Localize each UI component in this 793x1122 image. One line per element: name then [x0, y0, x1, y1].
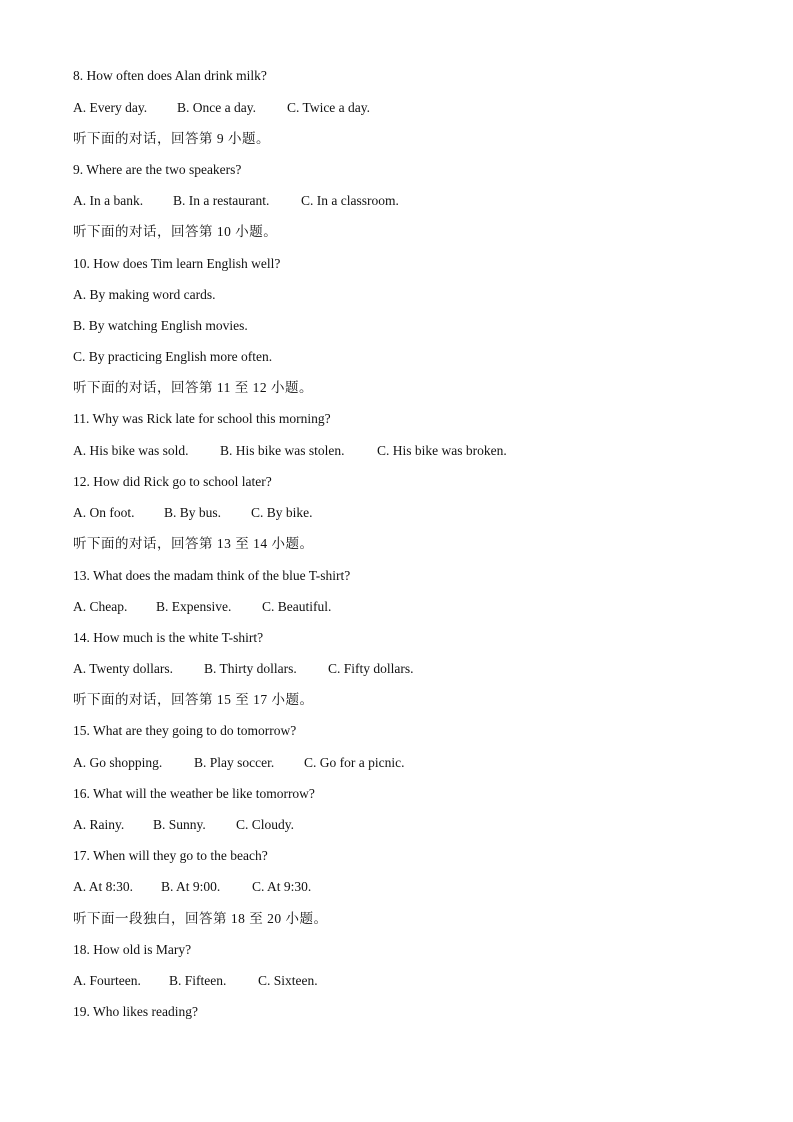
- option-c: C. In a classroom.: [301, 193, 399, 208]
- option-10-b: B. By watching English movies.: [73, 318, 248, 333]
- option-b: B. Once a day.: [177, 100, 256, 115]
- option-10-c: C. By practicing English more often.: [73, 349, 273, 364]
- options-16: [73, 816, 294, 834]
- option-a: A. Cheap.: [73, 599, 128, 614]
- question-18: 18. How old is Mary?: [73, 942, 192, 957]
- option-a: A. Every day.: [73, 100, 148, 115]
- instruction-18-20: 听下面一段独白，回答第 18 至 20 小题。: [73, 911, 328, 926]
- options-9: [73, 192, 399, 210]
- option-c: C. His bike was broken.: [377, 443, 507, 458]
- option-c: C. Sixteen.: [258, 973, 318, 988]
- options-11: [73, 442, 507, 460]
- option-10-a: A. By making word cards.: [73, 287, 216, 302]
- option-c: C. Beautiful.: [262, 599, 332, 614]
- options-17: [73, 878, 311, 896]
- question-13: 13. What does the madam think of the blue T-shirt?: [73, 568, 351, 583]
- option-c: C. Cloudy.: [236, 817, 295, 832]
- option-c: C. By bike.: [251, 505, 313, 520]
- option-b: B. By bus.: [164, 505, 222, 520]
- options-12: [73, 504, 313, 522]
- question-9: 9. Where are the two speakers?: [73, 162, 242, 177]
- option-c: C. At 9:30.: [252, 879, 312, 894]
- option-a: A. Rainy.: [73, 817, 125, 832]
- option-b: B. In a restaurant.: [173, 193, 270, 208]
- option-b: B. Sunny.: [153, 817, 206, 832]
- option-b: B. Play soccer.: [194, 755, 275, 770]
- option-a: A. On foot.: [73, 505, 135, 520]
- instruction-11-12: 听下面的对话，回答第 11 至 12 小题。: [73, 380, 313, 395]
- instruction-15-17: 听下面的对话，回答第 15 至 17 小题。: [73, 692, 314, 707]
- option-b: B. Expensive.: [156, 599, 232, 614]
- option-c: C. Fifty dollars.: [328, 661, 414, 676]
- options-13: [73, 598, 331, 616]
- option-b: B. Thirty dollars.: [204, 661, 297, 676]
- question-19: 19. Who likes reading?: [73, 1004, 198, 1019]
- option-a: A. Twenty dollars.: [73, 661, 174, 676]
- question-14: 14. How much is the white T-shirt?: [73, 630, 264, 645]
- option-a: A. Fourteen.: [73, 973, 141, 988]
- question-15: 15. What are they going to do tomorrow?: [73, 723, 297, 738]
- option-a: A. His bike was sold.: [73, 443, 189, 458]
- option-b: B. His bike was stolen.: [220, 443, 345, 458]
- question-8: 8. How often does Alan drink milk?: [73, 68, 267, 83]
- option-a: A. Go shopping.: [73, 755, 163, 770]
- option-c: C. Twice a day.: [287, 100, 371, 115]
- question-11: 11. Why was Rick late for school this morning?: [73, 411, 331, 426]
- options-18: [73, 972, 318, 990]
- options-8: [73, 99, 370, 117]
- option-a: A. In a bank.: [73, 193, 144, 208]
- question-17: 17. When will they go to the beach?: [73, 848, 268, 863]
- options-15: [73, 754, 404, 772]
- instruction-10: 听下面的对话，回答第 10 小题。: [73, 224, 278, 239]
- question-16: 16. What will the weather be like tomorrow?: [73, 786, 315, 801]
- option-b: B. Fifteen.: [169, 973, 227, 988]
- option-c: C. Go for a picnic.: [304, 755, 405, 770]
- option-b: B. At 9:00.: [161, 879, 221, 894]
- instruction-13-14: 听下面的对话，回答第 13 至 14 小题。: [73, 536, 314, 551]
- options-14: [73, 660, 414, 678]
- instruction-9: 听下面的对话，回答第 9 小题。: [73, 131, 270, 146]
- question-10: 10. How does Tim learn English well?: [73, 256, 281, 271]
- question-12: 12. How did Rick go to school later?: [73, 474, 272, 489]
- option-a: A. At 8:30.: [73, 879, 134, 894]
